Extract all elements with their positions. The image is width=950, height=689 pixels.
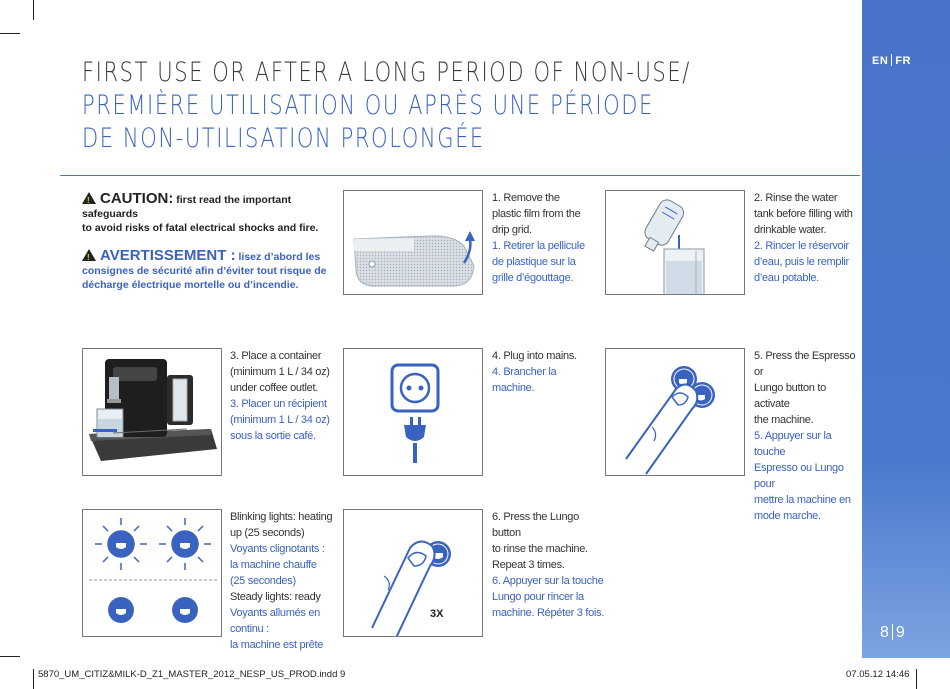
illustration-press-button xyxy=(605,348,745,476)
language-tab xyxy=(872,54,942,67)
illustration-water-tank xyxy=(605,190,745,295)
illustration-lights xyxy=(82,509,222,637)
title-fr-line2: DE NON-UTILISATION PROLONGÉE xyxy=(82,123,485,154)
repeat-label: 3X xyxy=(430,608,444,620)
step-3-text: 3. Place a container (minimum 1 L / 34 oz) under coffee outlet. 3. Placer un récipient (minimum 1 L / 34 oz) sous la sortie café. xyxy=(230,350,330,442)
page-numbers xyxy=(880,624,905,642)
step-5-text: 5. Press the Espresso or Lungo button to activate the machine. 5. Appuyer sur la touche Espresso ou Lungo pour mettre la machine en mode marche. xyxy=(754,350,856,522)
divider xyxy=(60,175,860,176)
illustration-lungo-press xyxy=(343,509,483,637)
illustration-drip-grid xyxy=(343,190,483,295)
illustration-plug xyxy=(343,348,483,476)
crop-mark xyxy=(33,669,34,689)
warning-icon xyxy=(82,249,96,261)
side-tab xyxy=(862,0,950,658)
lights-text: Blinking lights: heating up (25 seconds) Voyants clignotants : la machine chauffe (25 secondes) Steady lights: ready Voyants allumés en continu : la machine est prête xyxy=(230,511,333,651)
page-title xyxy=(82,56,691,155)
crop-mark xyxy=(33,0,34,20)
lang-en: EN xyxy=(872,55,889,67)
illustration-machine xyxy=(82,348,222,476)
step-1-text: 1. Remove the plastic film from the drip grid. 1. Retirer la pellicule de plastique sur la grille d’égouttage. xyxy=(492,192,585,284)
warning-icon xyxy=(82,192,96,204)
footer-filename: 5870_UM_CITIZ&MILK-D_Z1_MASTER_2012_NESP_US_PROD.indd 9 xyxy=(38,669,346,680)
footer-date: 07.05.12 14:46 xyxy=(846,669,910,680)
crop-mark xyxy=(916,669,917,689)
step-6-text: 6. Press the Lungo button to rinse the machine. Repeat 3 times. 6. Appuyer sur la touche Lungo pour rincer la machine. Répéter 3 fois. xyxy=(492,511,605,619)
page-number-right: 9 xyxy=(895,624,905,641)
crop-mark xyxy=(0,33,20,34)
step-4-text: 4. Plug into mains. 4. Brancher la machine. xyxy=(492,350,577,394)
warning-block xyxy=(82,192,342,306)
page-number-left: 8 xyxy=(880,624,889,641)
crop-mark xyxy=(0,656,20,657)
title-fr-line1: PREMIÈRE UTILISATION OU APRÈS UNE PÉRIODE xyxy=(82,90,654,121)
caution-fr: !AVERTISSEMENT : lisez d’abord les consignes de sécurité afin d’éviter tout risque de décharge électrique mortelle ou d’incendie. xyxy=(82,249,342,292)
caution-en: !CAUTION: first read the important safeguards to avoid risks of fatal electrical shocks and fire. xyxy=(82,192,342,235)
title-en: FIRST USE OR AFTER A LONG PERIOD OF NON-USE/ xyxy=(82,57,691,88)
lang-fr: FR xyxy=(895,55,911,67)
step-2-text: 2. Rinse the water tank before filling with drinkable water. 2. Rincer le réservoir d’eau, puis le remplir d’eau potable. xyxy=(754,192,853,284)
